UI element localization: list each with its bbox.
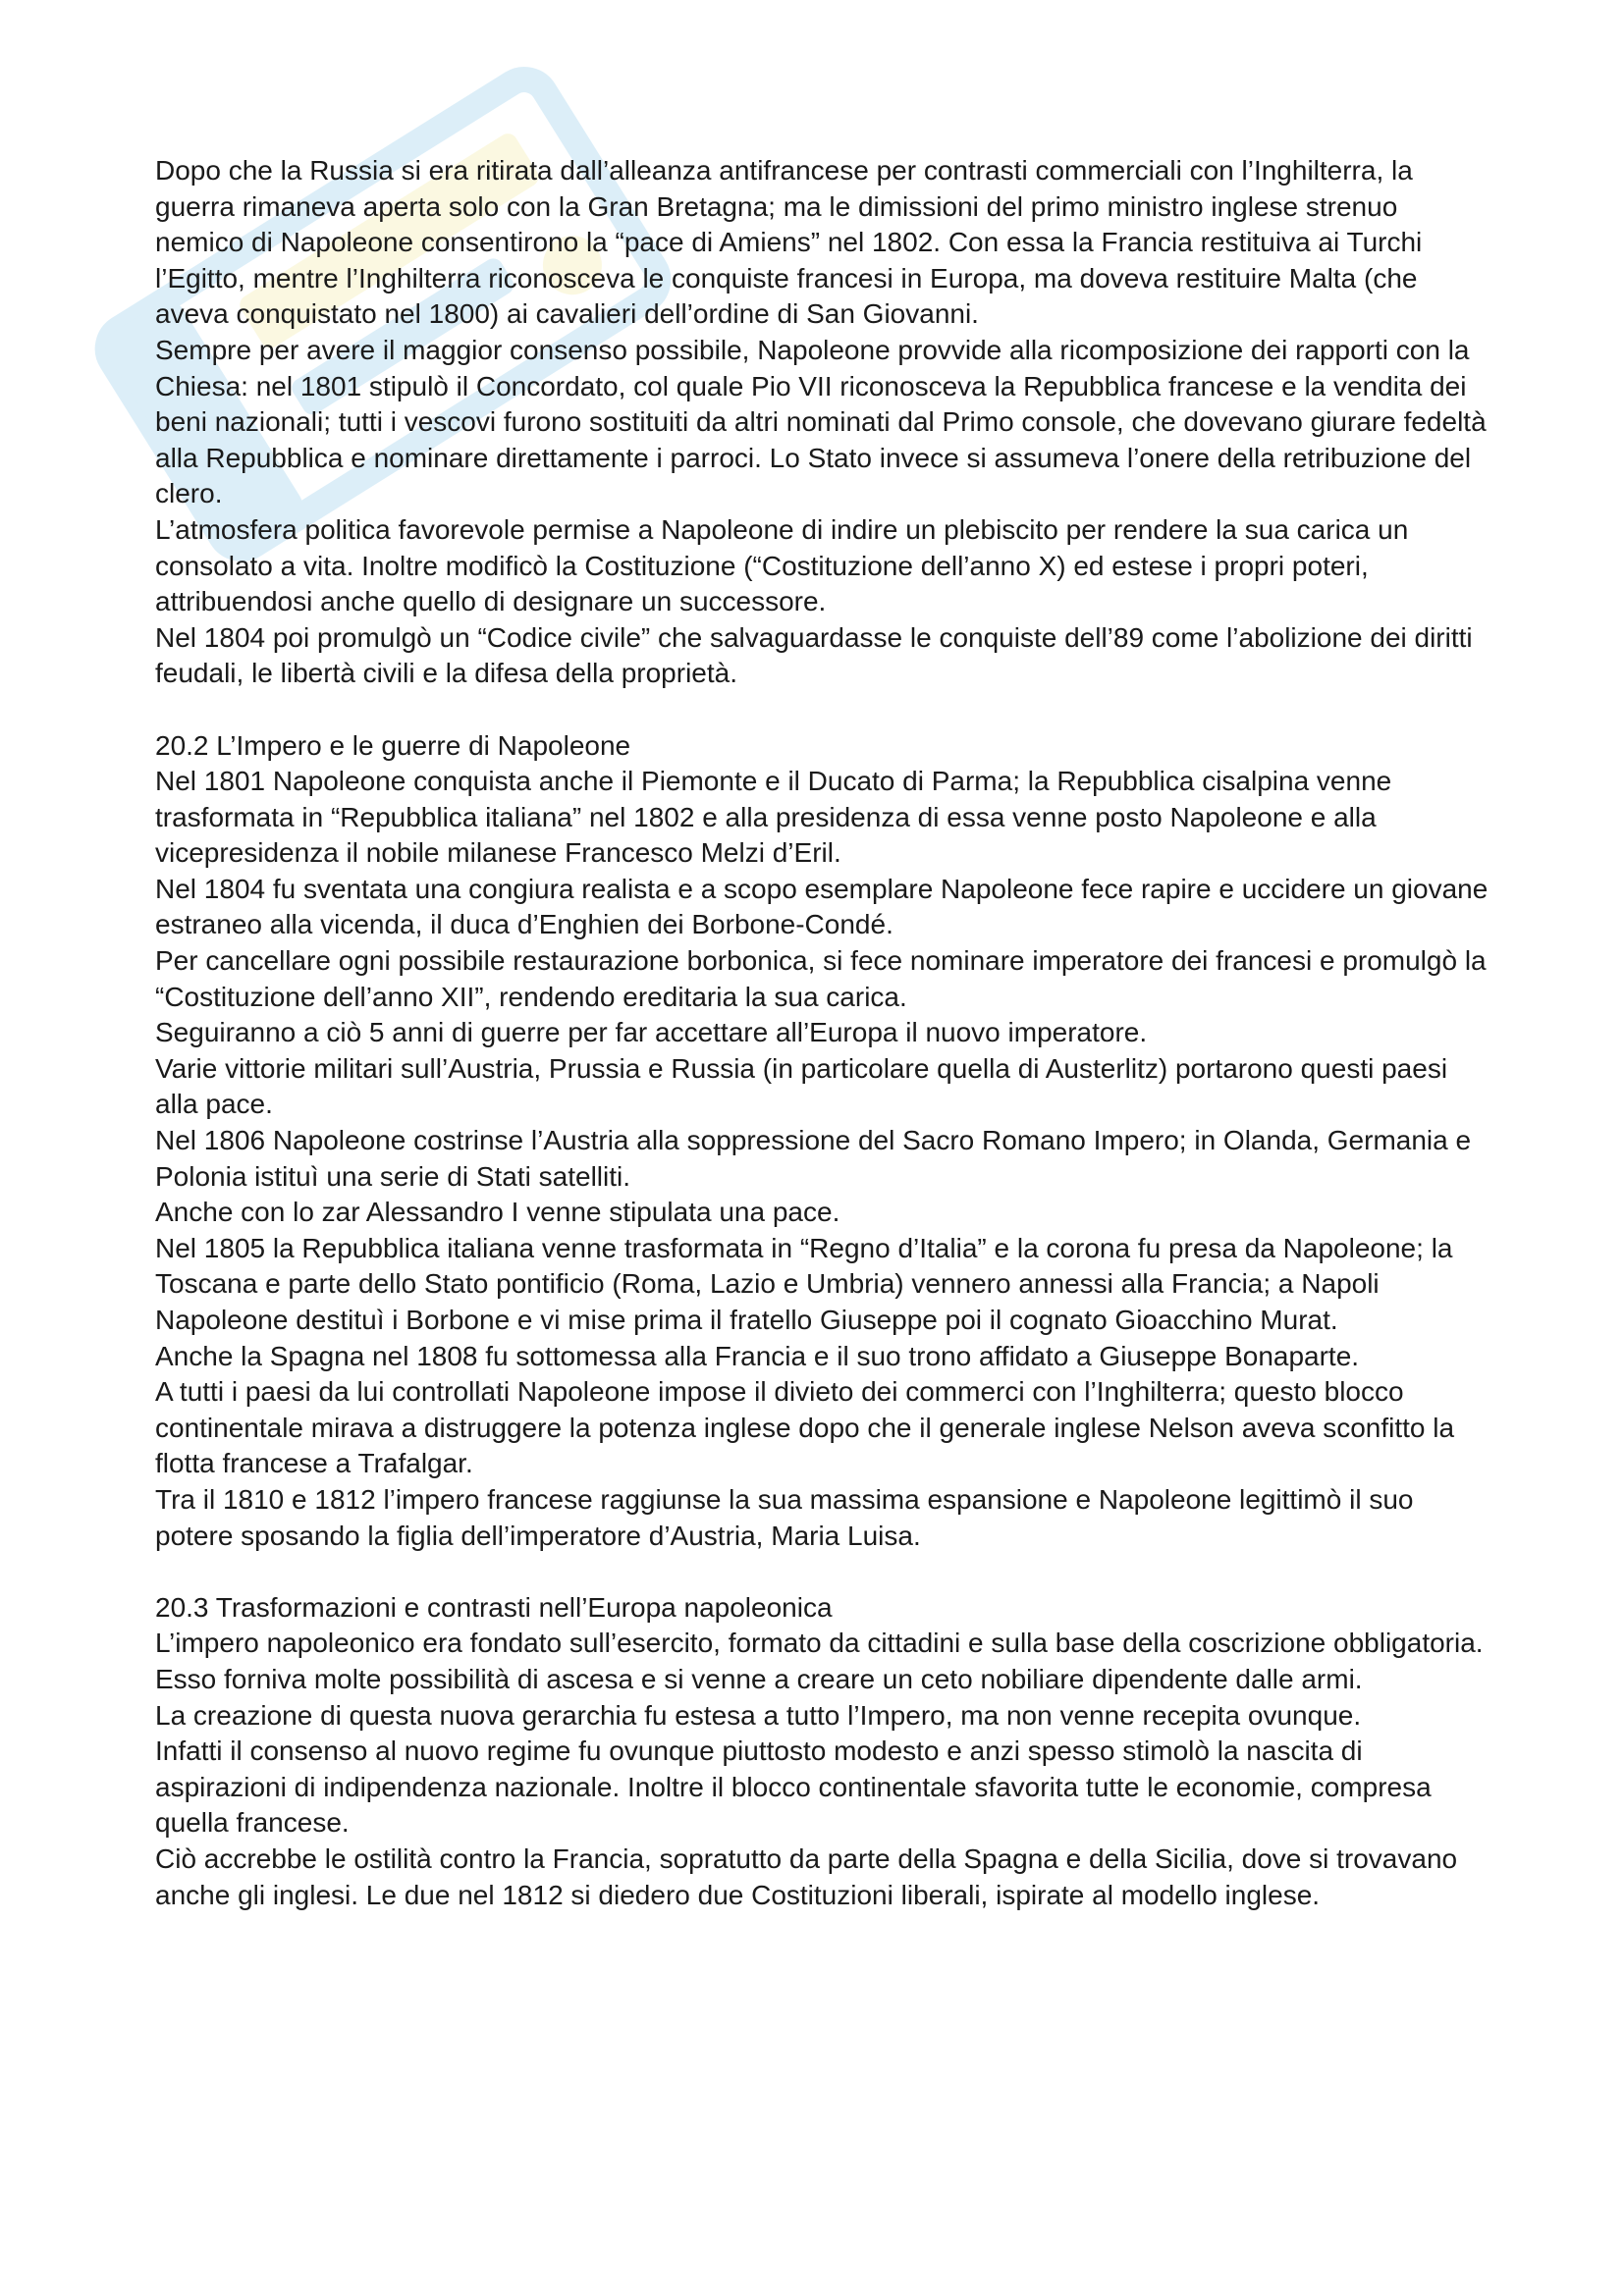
section-impero-guerre	[155, 728, 1490, 1555]
body-paragraph: Nel 1804 fu sventata una congiura realista e a scopo esemplare Napoleone fece rapire e uccidere un giovane estraneo alla vicenda, il duca d’Enghien dei Borbone-Condé.	[155, 873, 1489, 940]
body-paragraph: Anche la Spagna nel 1808 fu sottomessa alla Francia e il suo trono affidato a Giuseppe Bonaparte.	[155, 1340, 1360, 1371]
body-paragraph: Sempre per avere il maggior consenso possibile, Napoleone provvide alla ricomposizione dei rapporti con la Chiesa: nel 1801 stipulò il Concordato, col quale Pio VII riconosceva la Repubblica francese e la vendita dei beni nazionali; tutti i vescovi furono sostituiti da altri nominati dal Primo console, che dovevano giurare fedeltà alla Repubblica e nominare direttamente i parroci. Lo Stato invece si assumeva l’onere della retribuzione del clero.	[155, 334, 1487, 509]
body-paragraph: Dopo che la Russia si era ritirata dall’alleanza antifrancese per contrasti commerciali con l’Inghilterra, la guerra rimaneva aperta solo con la Gran Bretagna; ma le dimissioni del primo ministro inglese strenuo nemico di Napoleone consentirono la “pace di Amiens” nel 1802. Con essa la Francia restituiva ai Turchi l’Egitto, mentre l’Inghilterra riconosceva le conquiste francesi in Europa, ma doveva restituire Malta (che aveva conquistato nel 1800) ai cavalieri dell’ordine di San Giovanni.	[155, 155, 1423, 330]
section-heading: 20.3 Trasformazioni e contrasti nell’Europa napoleonica	[155, 1591, 833, 1623]
body-paragraph: Nel 1805 la Repubblica italiana venne trasformata in “Regno d’Italia” e la corona fu presa da Napoleone; la Toscana e parte dello Stato pontificio (Roma, Lazio e Umbria) vennero annessi alla Francia; a Napoli Napoleone destituì i Borbone e vi mise prima il fratello Giuseppe poi il cognato Gioacchino Murat.	[155, 1232, 1453, 1335]
body-paragraph: Nel 1804 poi promulgò un “Codice civile” che salvaguardasse le conquiste dell’89 come l’abolizione dei diritti feudali, le libertà civili e la difesa della proprietà.	[155, 621, 1473, 689]
section-trasformazioni	[155, 1590, 1490, 1913]
body-paragraph: Per cancellare ogni possibile restaurazione borbonica, si fece nominare imperatore dei francesi e promulgò la “Costituzione dell’anno XII”, rendendo ereditaria la sua carica.	[155, 945, 1487, 1012]
body-paragraph: Seguiranno a ciò 5 anni di guerre per far accettare all’Europa il nuovo imperatore.	[155, 1017, 1148, 1048]
intro-section	[155, 153, 1490, 692]
body-paragraph: Nel 1801 Napoleone conquista anche il Piemonte e il Ducato di Parma; la Repubblica cisalpina venne trasformata in “Repubblica italiana” nel 1802 e alla presidenza di essa venne posto Napoleone e alla vicepresidenza il nobile milanese Francesco Melzi d’Eril.	[155, 766, 1392, 869]
section-heading: 20.2 L’Impero e le guerre di Napoleone	[155, 729, 631, 761]
body-paragraph: Nel 1806 Napoleone costrinse l’Austria alla soppressione del Sacro Romano Impero; in Olanda, Germania e Polonia istituì una serie di Stati satelliti.	[155, 1125, 1472, 1192]
body-paragraph: Infatti il consenso al nuovo regime fu ovunque piuttosto modesto e anzi spesso stimolò la nascita di aspirazioni di indipendenza nazionale. Inoltre il blocco continentale sfavorita tutte le economie, compresa quella francese.	[155, 1735, 1432, 1839]
body-paragraph: L’atmosfera politica favorevole permise a Napoleone di indire un plebiscito per rendere la sua carica un consolato a vita. Inoltre modificò la Costituzione (“Costituzione dell’anno X) ed estese i propri poteri, attribuendosi anche quello di designare un successore.	[155, 513, 1409, 617]
body-paragraph: La creazione di questa nuova gerarchia fu estesa a tutto l’Impero, ma non venne recepita ovunque.	[155, 1699, 1362, 1731]
document-page	[155, 153, 1490, 1913]
body-paragraph: Varie vittorie militari sull’Austria, Prussia e Russia (in particolare quella di Austerlitz) portarono questi paesi alla pace.	[155, 1052, 1448, 1120]
body-paragraph: L’impero napoleonico era fondato sull’esercito, formato da cittadini e sulla base della coscrizione obbligatoria. Esso forniva molte possibilità di ascesa e si venne a creare un ceto nobiliare dipendente dalle armi.	[155, 1628, 1484, 1694]
body-paragraph: Tra il 1810 e 1812 l’impero francese raggiunse la sua massima espansione e Napoleone legittimò il suo potere sposando la figlia dell’imperatore d’Austria, Maria Luisa.	[155, 1483, 1414, 1551]
body-paragraph: Anche con lo zar Alessandro I venne stipulata una pace.	[155, 1197, 840, 1228]
body-paragraph: Ciò accrebbe le ostilità contro la Francia, sopratutto da parte della Spagna e della Sicilia, dove si trovavano anche gli inglesi. Le due nel 1812 si diedero due Costituzioni liberali, ispirate al modello inglese.	[155, 1842, 1458, 1910]
body-paragraph: A tutti i paesi da lui controllati Napoleone impose il divieto dei commerci con l’Inghilterra; questo blocco continentale mirava a distruggere la potenza inglese dopo che il generale inglese Nelson aveva sconfitto la flotta francese a Trafalgar.	[155, 1376, 1455, 1479]
